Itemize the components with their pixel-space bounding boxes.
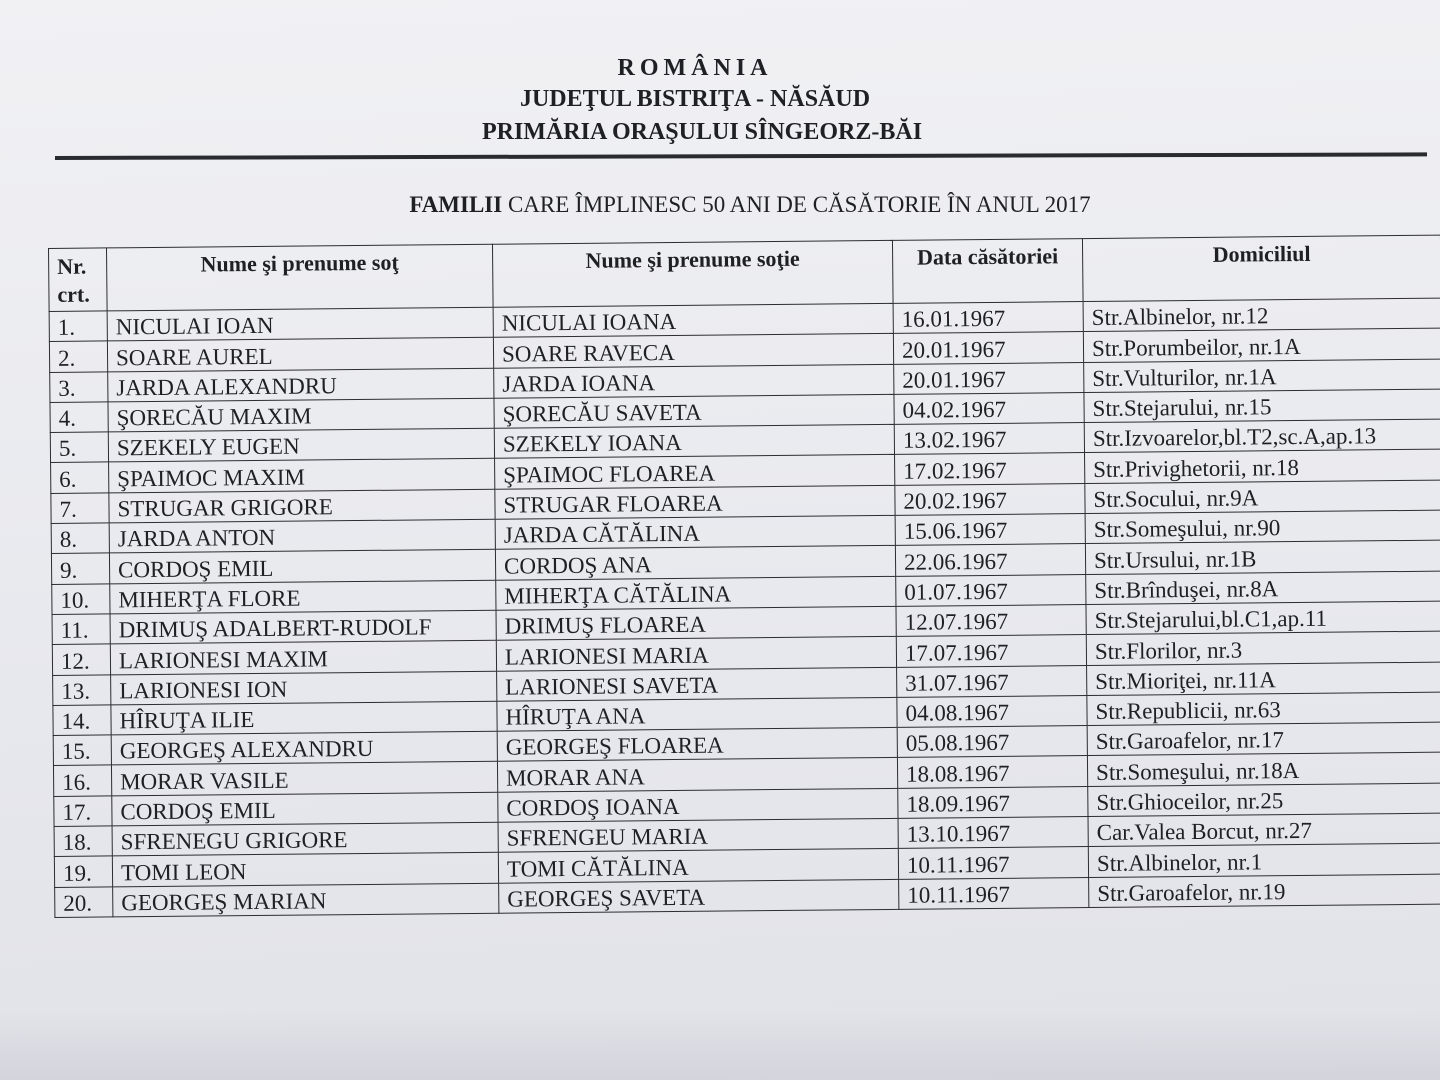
- husband-name-cell: CORDOŞ EMIL: [112, 792, 498, 826]
- address-cell: Str.Republicii, nr.63: [1087, 692, 1440, 726]
- husband-name-cell: TOMI LEON: [112, 853, 498, 887]
- document-title: [0, 192, 1440, 218]
- wife-name-cell: JARDA IOANA: [494, 364, 894, 398]
- husband-name-cell: MORAR VASILE: [111, 762, 497, 796]
- address-cell: Str.Stejarului, nr.15: [1084, 389, 1440, 423]
- row-number-cell: 9.: [51, 553, 109, 584]
- wife-name-cell: MORAR ANA: [497, 758, 897, 792]
- wife-name-cell: HÎRUŢA ANA: [497, 697, 897, 731]
- address-cell: Str.Brînduşei, nr.8A: [1086, 571, 1440, 605]
- marriage-date-cell: 04.08.1967: [897, 695, 1087, 727]
- country-heading: ROMÂNIA: [617, 55, 773, 81]
- row-number-cell: 14.: [53, 705, 111, 736]
- header-nr-crt: [49, 248, 108, 312]
- husband-name-cell: CORDOŞ EMIL: [109, 550, 495, 584]
- address-cell: Str.Privighetorii, nr.18: [1085, 450, 1440, 484]
- marriage-date-cell: 17.07.1967: [896, 635, 1086, 667]
- address-cell: Str.Albinelor, nr.12: [1083, 298, 1440, 332]
- header-husband: Nume şi prenume soţ: [107, 244, 494, 311]
- wife-name-cell: MIHERŢA CĂTĂLINA: [496, 576, 896, 610]
- address-cell: Str.Socului, nr.9A: [1085, 480, 1440, 514]
- husband-name-cell: LARIONESI MAXIM: [110, 640, 496, 674]
- husband-name-cell: JARDA ANTON: [109, 519, 495, 553]
- address-cell: Str.Garoafelor, nr.19: [1089, 874, 1440, 908]
- row-number-cell: 1.: [49, 311, 107, 342]
- marriage-date-cell: 20.01.1967: [894, 362, 1084, 394]
- address-cell: Str.Porumbeilor, nr.1A: [1083, 328, 1440, 362]
- row-number-cell: 15.: [53, 735, 111, 766]
- address-cell: Str.Ghioceilor, nr.25: [1088, 783, 1440, 817]
- address-cell: Str.Albinelor, nr.1: [1088, 843, 1440, 877]
- address-cell: Str.Someşului, nr.18A: [1087, 753, 1440, 787]
- wife-name-cell: JARDA CĂTĂLINA: [495, 515, 895, 549]
- marriage-date-cell: 01.07.1967: [896, 574, 1086, 606]
- marriage-date-cell: 12.07.1967: [896, 605, 1086, 637]
- title-rest: CARE ÎMPLINESC 50 ANI DE CĂSĂTORIE ÎN ANUL 2017: [502, 192, 1091, 217]
- wife-name-cell: STRUGAR FLOAREA: [495, 485, 895, 519]
- marriage-date-cell: 16.01.1967: [893, 302, 1083, 334]
- row-number-cell: 5.: [50, 432, 108, 463]
- wife-name-cell: LARIONESI SAVETA: [497, 667, 897, 701]
- row-number-cell: 17.: [54, 796, 112, 827]
- header-nr-line1: Nr.: [57, 253, 87, 279]
- address-cell: Str.Florilor, nr.3: [1086, 631, 1440, 665]
- row-number-cell: 12.: [52, 644, 110, 675]
- husband-name-cell: STRUGAR GRIGORE: [109, 489, 495, 523]
- marriage-date-cell: 20.01.1967: [893, 332, 1083, 364]
- marriage-date-cell: 13.02.1967: [894, 423, 1084, 455]
- husband-name-cell: GEORGEŞ MARIAN: [113, 883, 499, 917]
- marriage-date-cell: 20.02.1967: [895, 483, 1085, 515]
- address-cell: Str.Stejarului,bl.C1,ap.11: [1086, 601, 1440, 635]
- row-number-cell: 19.: [54, 856, 112, 887]
- address-cell: Str.Mioriţei, nr.11A: [1087, 662, 1440, 696]
- marriage-date-cell: 13.10.1967: [898, 817, 1088, 849]
- row-number-cell: 16.: [53, 765, 111, 796]
- header-date: Data căsătoriei: [892, 239, 1083, 304]
- county-heading: JUDEŢUL BISTRIŢA - NĂSĂUD: [519, 86, 871, 112]
- header-nr-line2: crt.: [57, 281, 90, 307]
- row-number-cell: 10.: [52, 584, 110, 615]
- row-number-cell: 3.: [50, 372, 108, 403]
- husband-name-cell: ŞPAIMOC MAXIM: [109, 459, 495, 493]
- husband-name-cell: LARIONESI ION: [111, 671, 497, 705]
- marriage-date-cell: 18.09.1967: [898, 786, 1088, 818]
- wife-name-cell: ŞPAIMOC FLOAREA: [495, 455, 895, 489]
- address-cell: Str.Izvoarelor,bl.T2,sc.A,ap.13: [1084, 419, 1440, 453]
- wife-name-cell: LARIONESI MARIA: [496, 637, 896, 671]
- marriage-date-cell: 04.02.1967: [894, 392, 1084, 424]
- wife-name-cell: SZEKELY IOANA: [494, 425, 894, 459]
- husband-name-cell: HÎRUŢA ILIE: [111, 701, 497, 735]
- wife-name-cell: SOARE RAVECA: [493, 334, 893, 368]
- table-body: [49, 298, 1440, 917]
- row-number-cell: 13.: [53, 674, 111, 705]
- row-number-cell: 2.: [49, 341, 107, 372]
- title-bold-word: FAMILII: [409, 192, 503, 217]
- marriage-date-cell: 10.11.1967: [899, 877, 1089, 909]
- marriage-date-cell: 18.08.1967: [897, 756, 1087, 788]
- wife-name-cell: TOMI CĂTĂLINA: [498, 849, 898, 883]
- husband-name-cell: SOARE AUREL: [107, 338, 493, 372]
- row-number-cell: 8.: [51, 523, 109, 554]
- header-wife: Nume şi prenume soţie: [492, 240, 893, 307]
- header-divider: [55, 152, 1427, 160]
- wife-name-cell: CORDOŞ IOANA: [498, 788, 898, 822]
- wife-name-cell: ŞORECĂU SAVETA: [494, 394, 894, 428]
- husband-name-cell: GEORGEŞ ALEXANDRU: [111, 731, 497, 765]
- address-cell: Str.Vulturilor, nr.1A: [1084, 359, 1440, 393]
- husband-name-cell: NICULAI IOAN: [107, 307, 493, 341]
- wife-name-cell: GEORGEŞ FLOAREA: [497, 728, 897, 762]
- marriage-date-cell: 22.06.1967: [895, 544, 1085, 576]
- husband-name-cell: MIHERŢA FLORE: [110, 580, 496, 614]
- husband-name-cell: SZEKELY EUGEN: [108, 428, 494, 462]
- wife-name-cell: DRIMUŞ FLOAREA: [496, 606, 896, 640]
- row-number-cell: 4.: [50, 402, 108, 433]
- marriage-date-cell: 17.02.1967: [895, 453, 1085, 485]
- row-number-cell: 11.: [52, 614, 110, 645]
- husband-name-cell: JARDA ALEXANDRU: [108, 368, 494, 402]
- families-table: [48, 235, 1440, 918]
- husband-name-cell: ŞORECĂU MAXIM: [108, 398, 494, 432]
- row-number-cell: 18.: [54, 826, 112, 857]
- row-number-cell: 20.: [55, 887, 113, 918]
- husband-name-cell: DRIMUŞ ADALBERT-RUDOLF: [110, 610, 496, 644]
- wife-name-cell: NICULAI IOANA: [493, 303, 893, 337]
- address-cell: Str.Someşului, nr.90: [1085, 510, 1440, 544]
- townhall-heading: PRIMĂRIA ORAŞULUI SÎNGEORZ-BĂI: [481, 119, 923, 145]
- address-cell: Str.Ursului, nr.1B: [1085, 540, 1440, 574]
- address-cell: Car.Valea Borcut, nr.27: [1088, 813, 1440, 847]
- address-cell: Str.Garoafelor, nr.17: [1087, 722, 1440, 756]
- row-number-cell: 6.: [51, 462, 109, 493]
- wife-name-cell: CORDOŞ ANA: [495, 546, 895, 580]
- marriage-date-cell: 15.06.1967: [895, 514, 1085, 546]
- wife-name-cell: GEORGEŞ SAVETA: [499, 879, 899, 913]
- marriage-date-cell: 10.11.1967: [898, 847, 1088, 879]
- marriage-date-cell: 31.07.1967: [897, 665, 1087, 697]
- husband-name-cell: SFRENEGU GRIGORE: [112, 822, 498, 856]
- families-table-wrapper: [48, 235, 1440, 918]
- wife-name-cell: SFRENGEU MARIA: [498, 818, 898, 852]
- row-number-cell: 7.: [51, 493, 109, 524]
- header-address: Domiciliul: [1082, 235, 1440, 301]
- marriage-date-cell: 05.08.1967: [897, 726, 1087, 758]
